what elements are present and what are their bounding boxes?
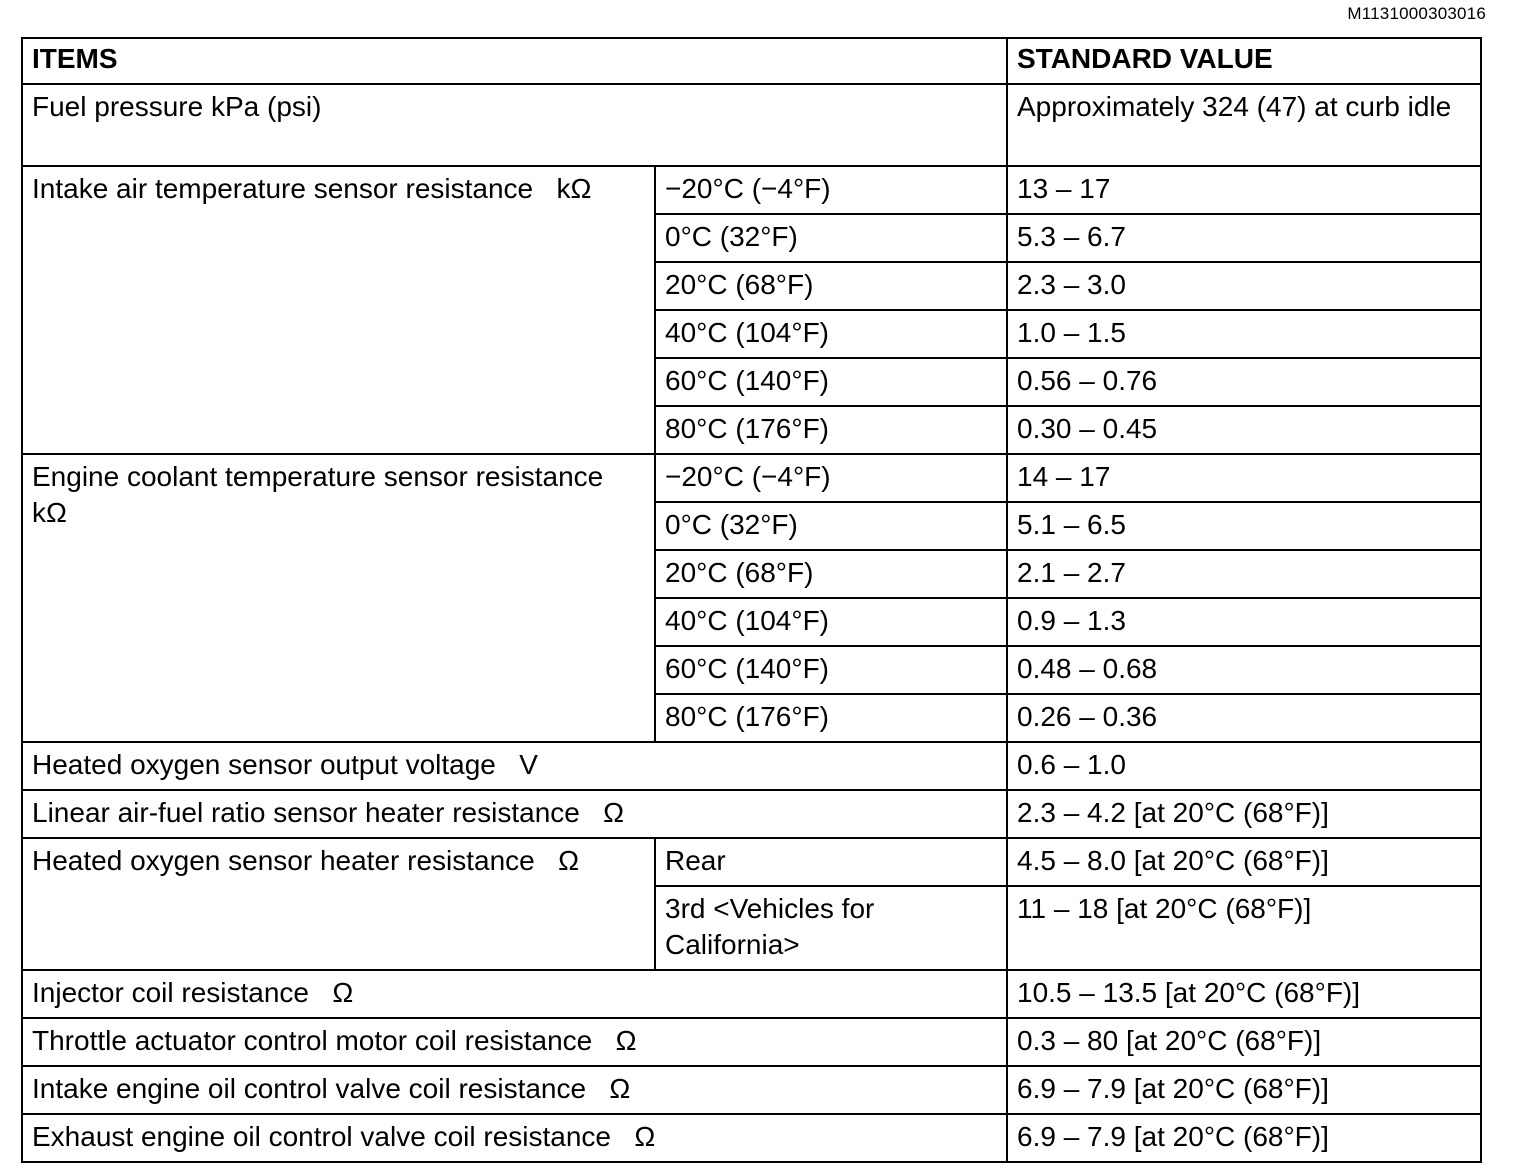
value-cell: 4.5 – 8.0 [at 20°C (68°F)] <box>1007 838 1481 886</box>
condition-cell: 80°C (176°F) <box>655 406 1007 454</box>
standard-value-table <box>21 37 1482 1163</box>
condition-cell: 20°C (68°F) <box>655 550 1007 598</box>
condition-cell: 60°C (140°F) <box>655 358 1007 406</box>
value-cell: 1.0 – 1.5 <box>1007 310 1481 358</box>
table-row-engine-coolant-temp <box>22 454 1481 502</box>
document-id: M1131000303016 <box>1347 4 1486 23</box>
value-cell: 0.56 – 0.76 <box>1007 358 1481 406</box>
table-row-af-heater <box>22 790 1481 838</box>
condition-cell: −20°C (−4°F) <box>655 454 1007 502</box>
condition-cell: Rear <box>655 838 1007 886</box>
item-cell: Heated oxygen sensor output voltage V <box>22 742 1007 790</box>
condition-cell: 40°C (104°F) <box>655 598 1007 646</box>
value-cell: 0.30 – 0.45 <box>1007 406 1481 454</box>
condition-cell: −20°C (−4°F) <box>655 166 1007 214</box>
table-row-injector <box>22 970 1481 1018</box>
item-cell: Fuel pressure kPa (psi) <box>22 84 1007 166</box>
value-cell: 5.1 – 6.5 <box>1007 502 1481 550</box>
item-cell: Throttle actuator control motor coil resistance Ω <box>22 1018 1007 1066</box>
value-cell: 13 – 17 <box>1007 166 1481 214</box>
table-row-fuel-pressure <box>22 84 1481 166</box>
condition-cell: 80°C (176°F) <box>655 694 1007 742</box>
condition-cell: 20°C (68°F) <box>655 262 1007 310</box>
header-standard-value: STANDARD VALUE <box>1007 38 1481 84</box>
item-cell: Intake engine oil control valve coil resistance Ω <box>22 1066 1007 1114</box>
value-cell: 14 – 17 <box>1007 454 1481 502</box>
value-cell: 2.1 – 2.7 <box>1007 550 1481 598</box>
value-cell: 0.6 – 1.0 <box>1007 742 1481 790</box>
table-row-intake-ocv <box>22 1066 1481 1114</box>
value-cell: 10.5 – 13.5 [at 20°C (68°F)] <box>1007 970 1481 1018</box>
item-cell: Linear air-fuel ratio sensor heater resistance Ω <box>22 790 1007 838</box>
item-cell: Injector coil resistance Ω <box>22 970 1007 1018</box>
value-cell: 5.3 – 6.7 <box>1007 214 1481 262</box>
table-header-row <box>22 38 1481 84</box>
item-cell: Engine coolant temperature sensor resistance kΩ <box>22 454 655 742</box>
condition-cell: 3rd <Vehicles for California> <box>655 886 1007 970</box>
condition-cell: 0°C (32°F) <box>655 214 1007 262</box>
value-cell: 6.9 – 7.9 [at 20°C (68°F)] <box>1007 1114 1481 1162</box>
table-row-exhaust-ocv <box>22 1114 1481 1162</box>
value-cell: Approximately 324 (47) at curb idle <box>1007 84 1481 166</box>
header-items: ITEMS <box>22 38 1007 84</box>
table-row-intake-air-temp <box>22 166 1481 214</box>
item-cell: Heated oxygen sensor heater resistance Ω <box>22 838 655 970</box>
value-cell: 0.48 – 0.68 <box>1007 646 1481 694</box>
value-cell: 0.3 – 80 [at 20°C (68°F)] <box>1007 1018 1481 1066</box>
table-row-throttle <box>22 1018 1481 1066</box>
item-cell: Intake air temperature sensor resistance kΩ <box>22 166 655 454</box>
condition-cell: 40°C (104°F) <box>655 310 1007 358</box>
condition-cell: 60°C (140°F) <box>655 646 1007 694</box>
table-row-ho2s-output <box>22 742 1481 790</box>
value-cell: 6.9 – 7.9 [at 20°C (68°F)] <box>1007 1066 1481 1114</box>
value-cell: 2.3 – 3.0 <box>1007 262 1481 310</box>
value-cell: 11 – 18 [at 20°C (68°F)] <box>1007 886 1481 970</box>
item-cell: Exhaust engine oil control valve coil resistance Ω <box>22 1114 1007 1162</box>
table-row-ho2s-heater <box>22 838 1481 886</box>
value-cell: 0.9 – 1.3 <box>1007 598 1481 646</box>
condition-cell: 0°C (32°F) <box>655 502 1007 550</box>
value-cell: 2.3 – 4.2 [at 20°C (68°F)] <box>1007 790 1481 838</box>
value-cell: 0.26 – 0.36 <box>1007 694 1481 742</box>
